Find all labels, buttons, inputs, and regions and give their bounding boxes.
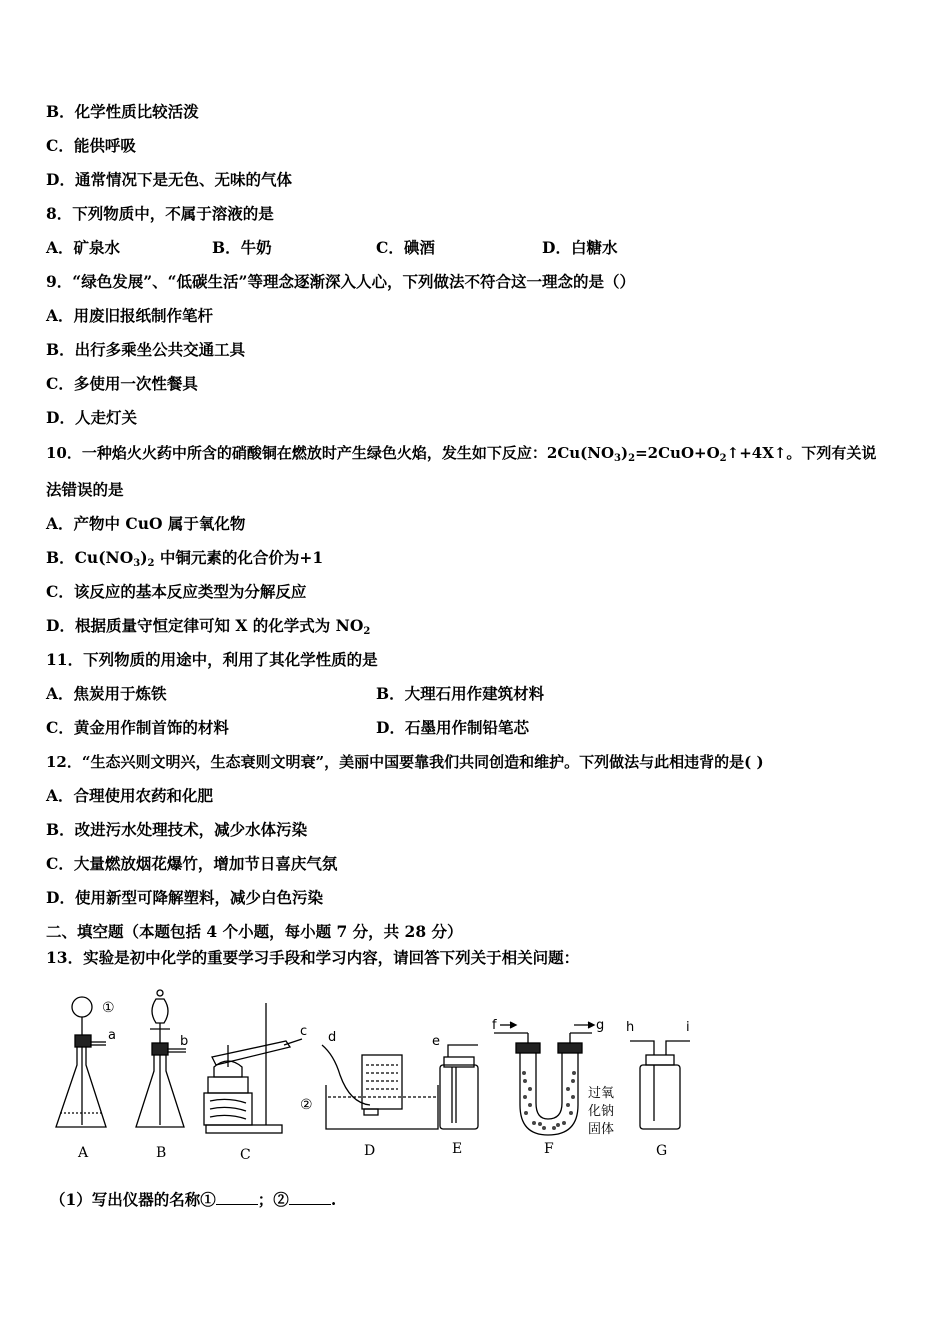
label-e: E (452, 1141, 463, 1157)
mark-two: ② (300, 1097, 313, 1113)
label-f: F (544, 1141, 554, 1157)
q10-option-b: B．$Cu(NO_3)_2$ 中铜元素的化合价为+1 (46, 548, 324, 569)
f-note-line3: 固体 (588, 1122, 615, 1137)
q12-option-d: D．使用新型可降解塑料，减少白色污染 (46, 888, 323, 907)
q11-option-d: D．石墨用作制铅笔芯 (376, 718, 529, 737)
mark-c: c (300, 1024, 308, 1039)
q8-option-c: C．碘酒 (376, 238, 435, 257)
mark-h: h (626, 1020, 635, 1035)
q7-option-b: B．化学性质比较活泼 (46, 102, 199, 121)
apparatus-d (322, 1045, 438, 1129)
q10-stem: 10．一种焰火火药中所含的硝酸铜在燃放时产生绿色火焰，发生如下反应：$2Cu(NO_3)_2=2CuO+O_2↑+4X↑$。下列有关说 (46, 444, 877, 464)
mark-g: g (596, 1018, 605, 1033)
f-note-line2: 化钠 (588, 1104, 615, 1119)
q13-stem: 13．实验是初中化学的重要学习手段和学习内容，请回答下列关于相关问题： (46, 948, 580, 967)
q8-option-a: A．矿泉水 (46, 238, 121, 257)
label-d: D (364, 1143, 376, 1159)
mark-i: i (686, 1020, 690, 1035)
q8-stem: 8．下列物质中，不属于溶液的是 (46, 204, 274, 223)
q11-option-a: A．焦炭用于炼铁 (46, 684, 167, 703)
q9-option-b: B．出行多乘坐公共交通工具 (46, 340, 246, 359)
q10-option-d: D．根据质量守恒定律可知 X 的化学式为 $NO_2$ (46, 616, 371, 637)
q11-option-c: C．黄金用作制首饰的材料 (46, 718, 229, 737)
mark-a: a (108, 1028, 116, 1043)
q12-option-c: C．大量燃放烟花爆竹，增加节日喜庆气氛 (46, 854, 338, 873)
mark-one: ① (102, 1000, 115, 1016)
mark-d: d (328, 1030, 337, 1045)
q7-option-d: D．通常情况下是无色、无味的气体 (46, 170, 292, 189)
mark-b: b (180, 1034, 189, 1049)
apparatus-diagram (44, 985, 704, 1170)
mark-f: f (492, 1018, 497, 1033)
q9-option-a: A．用废旧报纸制作笔杆 (46, 306, 214, 325)
q10-option-c: C．该反应的基本反应类型为分解反应 (46, 582, 307, 601)
q9-option-c: C．多使用一次性餐具 (46, 374, 198, 393)
q12-option-b: B．改进污水处理技术，减少水体污染 (46, 820, 308, 839)
q9-option-d: D．人走灯关 (46, 408, 137, 427)
q7-option-c: C．能供呼吸 (46, 136, 136, 155)
answer-blank-2[interactable] (289, 1190, 331, 1205)
q13-sub1: （1）写出仪器的名称① ；② . (50, 1190, 337, 1209)
apparatus-a (56, 997, 106, 1127)
q11-option-b: B．大理石用作建筑材料 (376, 684, 545, 703)
q8-option-d: D．白糖水 (542, 238, 618, 257)
q9-stem: 9．“绿色发展”、“低碳生活”等理念逐渐深入人心，下列做法不符合这一理念的是（） (46, 272, 635, 291)
mark-e: e (432, 1034, 440, 1049)
label-c: C (240, 1147, 251, 1163)
answer-blank-1[interactable] (216, 1190, 258, 1205)
q11-stem: 11．下列物质的用途中，利用了其化学性质的是 (46, 650, 378, 669)
section-title: 二、填空题（本题包括 4 个小题，每小题 7 分，共 28 分） (46, 922, 463, 941)
apparatus-b (136, 990, 189, 1127)
q8-option-b: B．牛奶 (212, 238, 272, 257)
q12-option-a: A．合理使用农药和化肥 (46, 786, 214, 805)
apparatus-f-packing (522, 1071, 576, 1130)
apparatus-f (494, 1022, 594, 1135)
apparatus-g (630, 1041, 690, 1129)
label-b: B (156, 1145, 167, 1161)
q12-stem: 12．“生态兴则文明兴，生态衰则文明衰”，美丽中国要靠我们共同创造和维护。下列做法与此相违背的是( ) (46, 753, 764, 771)
apparatus-e (440, 1045, 478, 1129)
f-note-line1: 过氧 (588, 1086, 615, 1101)
label-a: A (78, 1145, 89, 1161)
apparatus-c (204, 1003, 302, 1133)
label-g: G (656, 1143, 668, 1159)
q10-option-a: A．产物中 CuO 属于氧化物 (46, 514, 246, 533)
q10-stem-continued: 法错误的是 (46, 480, 124, 499)
